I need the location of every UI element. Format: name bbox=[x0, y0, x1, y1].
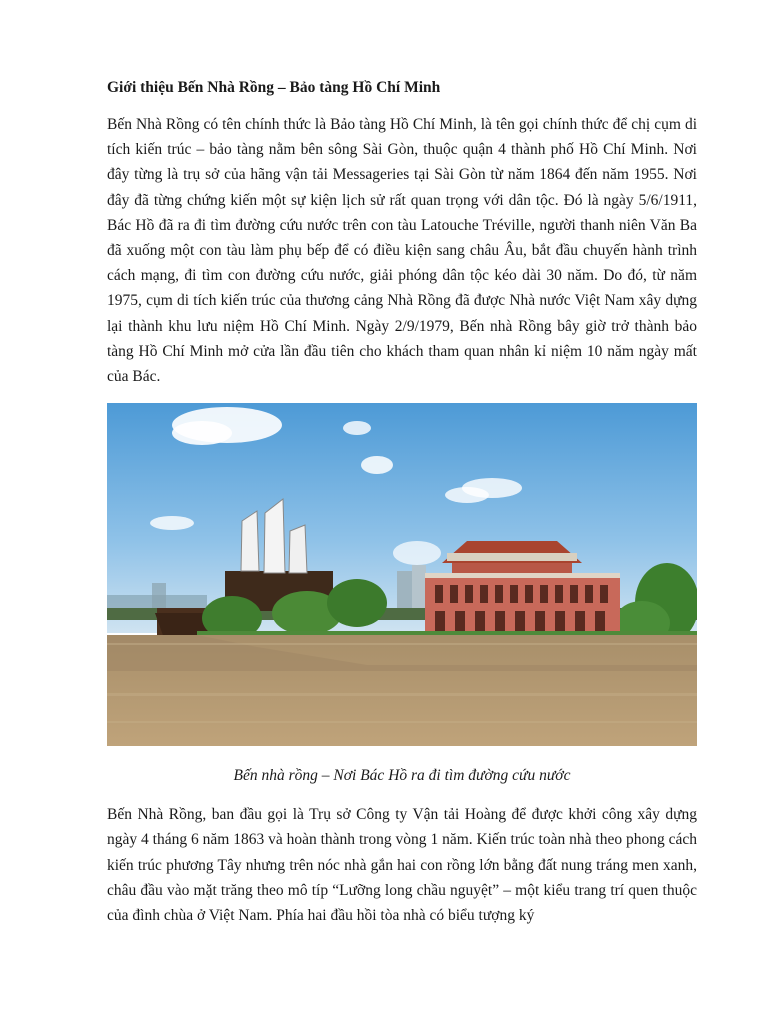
history-paragraph: Bến Nhà Rồng, ban đầu gọi là Trụ sở Công ty Vận tải Hoàng để được khởi công xây dựng ngày 4 tháng 6 năm 1863 và hoàn thành trong vòng 1 năm. Kiến trúc toàn nhà theo phong cách kiến trúc phương Tây nhưng trên nóc nhà gắn hai con rồng lớn bằng đất nung tráng men xanh, châu đầu vào mặt trăng theo mô típ “Lưỡng long chầu nguyệt” – một kiểu trang trí quen thuộc của đình chùa ở Việt Nam. Phía hai đầu hồi tòa nhà có biểu tượng ký bbox=[107, 806, 697, 925]
museum-photo bbox=[107, 403, 697, 746]
intro-paragraph: Bến Nhà Rồng có tên chính thức là Bảo tàng Hồ Chí Minh, là tên gọi chính thức để chị cụm di tích kiến trúc – bảo tàng nằm bên sông Sài Gòn, thuộc quận 4 thành phố Hồ Chí Minh. Nơi đây từng là trụ sở của hãng vận tải Messageries tại Sài Gòn từ năm 1864 đến năm 1955. Nơi đây đã từng chứng kiến một sự kiện lịch sử rất quan trọng với dân tộc. Đó là ngày 5/6/1911, Bác Hồ đã ra đi tìm đường cứu nước trên con tàu Latouche Tréville, người thanh niên Văn Ba đã xuống một con tàu làm phụ bếp để có điều kiện sang châu Âu, bắt đầu chuyến hành trình cách mạng, đi tìm con đường cứu nước, giải phóng dân tộc kéo dài 30 năm. Do đó, từ năm 1975, cụm di tích kiến trúc của thương cảng Nhà Rồng đã được Nhà nước Việt Nam xây dựng lại thành khu lưu niệm Hồ Chí Minh. Ngày 2/9/1979, Bến nhà Rồng bây giờ trở thành bảo tàng Hồ Chí Minh mở cửa lần đầu tiên cho khách tham quan nhân kỉ niệm 10 năm ngày mất của Bác. bbox=[107, 116, 697, 386]
photo-caption: Bến nhà rồng – Nơi Bác Hồ ra đi tìm đường cứu nước bbox=[233, 767, 571, 785]
document-title: Giới thiệu Bến Nhà Rồng – Bảo tàng Hồ Chí Minh bbox=[107, 79, 441, 96]
document-page bbox=[107, 78, 697, 928]
